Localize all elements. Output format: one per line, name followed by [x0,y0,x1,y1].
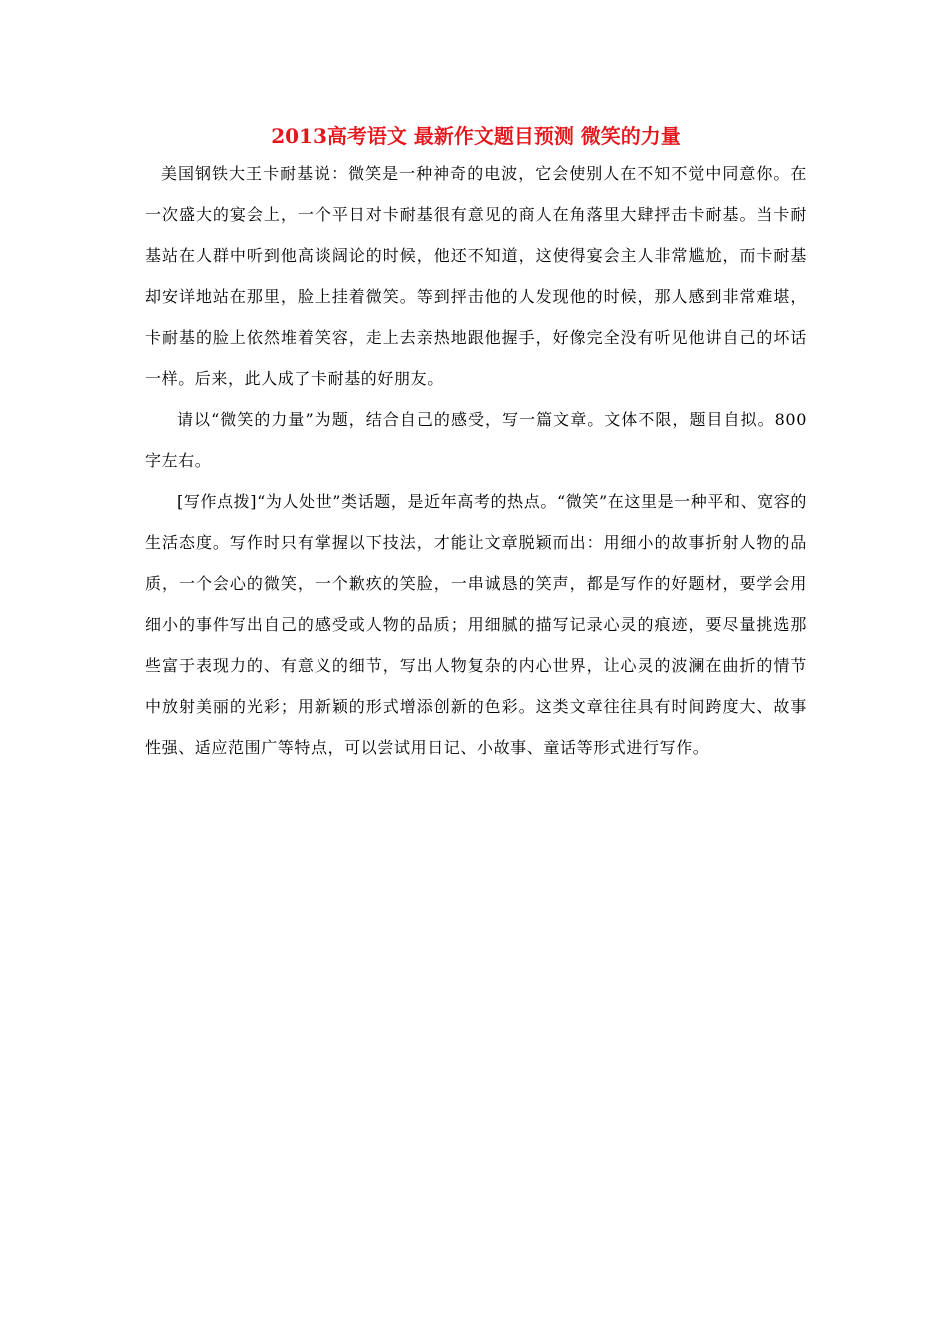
document-body [145,121,807,768]
prompt-paragraph: 请以“微笑的力量”为题，结合自己的感受，写一篇文章。文体不限，题目自拟。800字左右。 [145,410,807,470]
document-title: 2013高考语文 最新作文题目预测 微笑的力量 [271,124,681,148]
writing-tips-paragraph: [写作点拨]“为人处世”类话题，是近年高考的热点。“微笑”在这里是一种平和、宽容的生活态度。写作时只有掌握以下技法，才能让文章脱颖而出：用细小的故事折射人物的品质，一个会心的微笑，一个歉疚的笑脸，一串诚恳的笑声，都是写作的好题材，要学会用细小的事件写出自己的感受或人物的品质；用细腻的描写记录心灵的痕迹，要尽量挑选那些富于表现力的、有意义的细节，写出人物复杂的内心世界，让心灵的波澜在曲折的情节中放射美丽的光彩；用新颖的形式增添创新的色彩。这类文章往往具有时间跨度大、故事性强、适应范围广等特点，可以尝试用日记、小故事、童话等形式进行写作。 [145,492,807,757]
story-paragraph: 美国钢铁大王卡耐基说：微笑是一种神奇的电波，它会使别人在不知不觉中同意你。在一次盛大的宴会上，一个平日对卡耐基很有意见的商人在角落里大肆抨击卡耐基。当卡耐基站在人群中听到他高谈阔论的时候，他还不知道，这使得宴会主人非常尴尬，而卡耐基却安详地站在那里，脸上挂着微笑。等到抨击他的人发现他的时候，那人感到非常难堪，卡耐基的脸上依然堆着笑容，走上去亲热地跟他握手，好像完全没有听见他讲自己的坏话一样。后来，此人成了卡耐基的好朋友。 [145,164,807,388]
